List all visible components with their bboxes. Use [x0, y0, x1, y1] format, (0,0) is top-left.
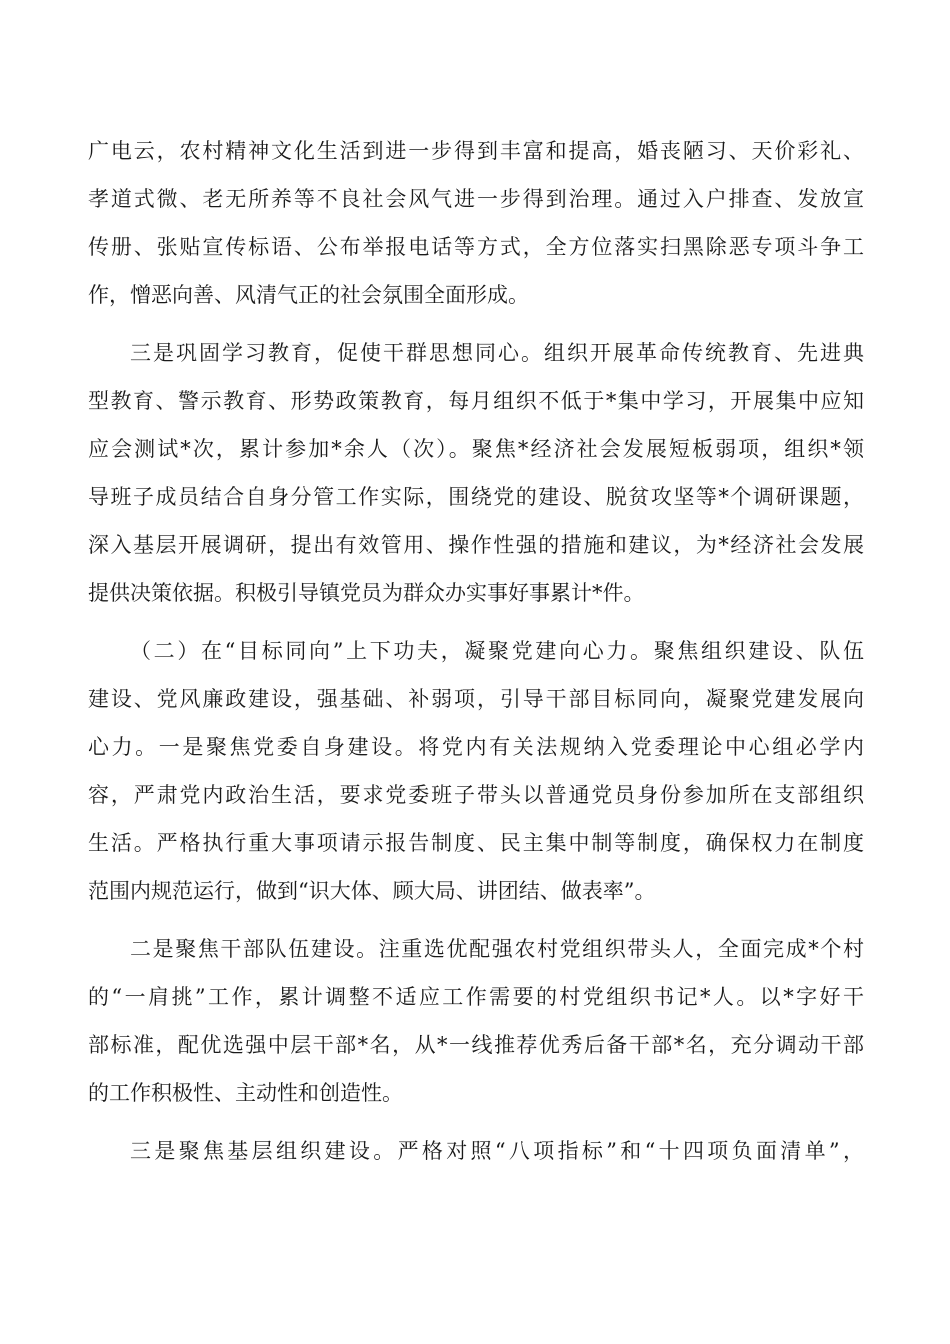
text-line: 建设、党风廉政建设，强基础、补弱项，引导干部目标同向，凝聚党建发展向 [88, 687, 864, 711]
text-line: 深入基层开展调研，提出有效管用、操作性强的措施和建议，为*经济社会发展 [88, 533, 864, 557]
text-line: （二）在“目标同向”上下功夫，凝聚党建向心力。聚焦组织建设、队伍 [130, 639, 864, 663]
text-line: 的“一肩挑”工作，累计调整不适应工作需要的村党组织书记*人。以*字好干 [88, 985, 864, 1009]
text-line: 心力。一是聚焦党委自身建设。将党内有关法规纳入党委理论中心组必学内 [88, 735, 864, 759]
text-line: 范围内规范运行，做到“识大体、顾大局、讲团结、做表率”。 [88, 879, 656, 903]
text-line: 提供决策依据。积极引导镇党员为群众办实事好事累计*件。 [88, 581, 645, 605]
text-line: 三是聚焦基层组织建设。严格对照“八项指标”和“十四项负面清单”， [130, 1139, 864, 1163]
text-line: 应会测试*次，累计参加*余人（次）。聚焦*经济社会发展短板弱项，组织*领 [88, 437, 864, 461]
text-line: 传册、张贴宣传标语、公布举报电话等方式，全方位落实扫黑除恶专项斗争工 [88, 235, 864, 259]
text-line: 二是聚焦干部队伍建设。注重选优配强农村党组织带头人，全面完成*个村 [130, 937, 864, 961]
text-line: 广电云，农村精神文化生活到进一步得到丰富和提高，婚丧陋习、天价彩礼、 [88, 139, 864, 163]
text-line: 三是巩固学习教育，促使干群思想同心。组织开展革命传统教育、先进典 [130, 341, 864, 365]
text-line: 作，憎恶向善、风清气正的社会氛围全面形成。 [88, 283, 529, 307]
text-line: 型教育、警示教育、形势政策教育，每月组织不低于*集中学习，开展集中应知 [88, 389, 864, 413]
text-line: 孝道式微、老无所养等不良社会风气进一步得到治理。通过入户排查、发放宣 [88, 187, 864, 211]
text-line: 容，严肃党内政治生活，要求党委班子带头以普通党员身份参加所在支部组织 [88, 783, 864, 807]
text-line: 的工作积极性、主动性和创造性。 [88, 1081, 403, 1105]
text-line: 生活。严格执行重大事项请示报告制度、民主集中制等制度，确保权力在制度 [88, 831, 864, 855]
text-line: 部标准，配优选强中层干部*名，从*一线推荐优秀后备干部*名，充分调动干部 [88, 1033, 864, 1057]
text-line: 导班子成员结合自身分管工作实际，围绕党的建设、脱贫攻坚等*个调研课题， [88, 485, 864, 509]
